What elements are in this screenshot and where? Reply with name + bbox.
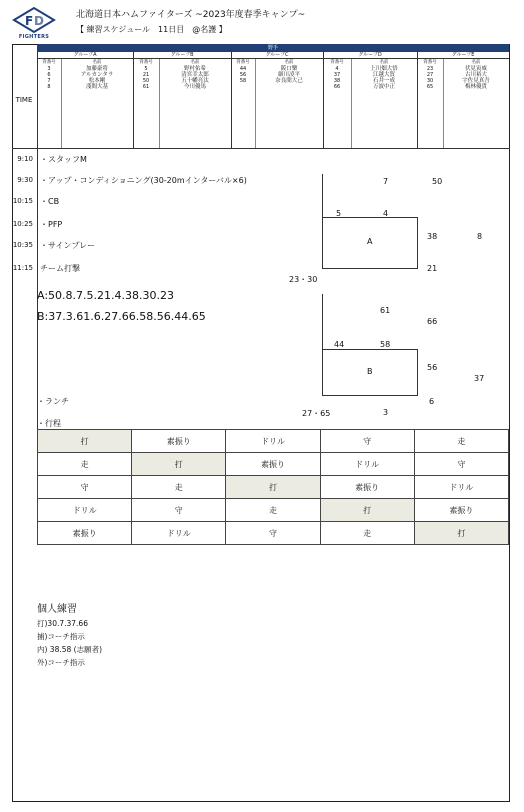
rotation-cell: 素振り — [132, 430, 226, 453]
rotation-cell: 守 — [38, 476, 132, 499]
member-name: アルカンタラ — [80, 72, 114, 78]
field-number: 4 — [383, 209, 389, 218]
col-header-name: 名前 — [471, 60, 481, 65]
member-name: 伏見寅威 — [464, 66, 487, 72]
rotation-cell: 打 — [226, 476, 320, 499]
rotation-table — [37, 429, 509, 545]
schedule-activity: チーム打撃 — [40, 264, 80, 273]
member-number: 5 — [144, 66, 148, 72]
group-title: グループA — [37, 52, 133, 59]
batting-order-b: B:37.3.61.6.27.66.58.56.44.65 — [37, 310, 206, 323]
member-number: 50 — [142, 78, 150, 84]
member-number: 23 — [426, 66, 434, 72]
group-title: グループB — [133, 52, 231, 59]
rotation-cell: ドリル — [320, 453, 414, 476]
schedule-activity: ・スタッフM — [40, 155, 87, 164]
member-number: 44 — [239, 66, 247, 72]
field-number: 38 — [427, 232, 438, 241]
field-line — [417, 217, 418, 269]
col-header-number: 背番号 — [236, 60, 250, 65]
batting-order-a: A:50.8.7.5.21.4.38.30.23 — [37, 289, 174, 302]
group-title: グループC — [231, 52, 323, 59]
rotation-cell: ドリル — [414, 476, 508, 499]
field-number: 21 — [427, 264, 438, 273]
member-name: 江越大賀 — [372, 72, 395, 78]
field-line — [417, 349, 418, 396]
gyotei-label: ・行程 — [37, 419, 61, 428]
member-number: 21 — [142, 72, 150, 78]
field-line — [322, 268, 418, 269]
col-header-number: 背番号 — [330, 60, 344, 65]
rotation-cell: 守 — [320, 430, 414, 453]
col-header-number: 背番号 — [139, 60, 153, 65]
rotation-cell: 打 — [414, 522, 508, 545]
field-number: 5 — [336, 209, 342, 218]
member-name: 松本剛 — [88, 78, 106, 84]
schedule-activity: ・サインプレー — [40, 241, 96, 250]
rotation-cell: 素振り — [226, 453, 320, 476]
rotation-cell: 走 — [38, 453, 132, 476]
rotation-cell: 守 — [226, 522, 320, 545]
member-number: 8 — [47, 84, 51, 90]
rotation-cell: ドリル — [38, 499, 132, 522]
member-name: 宇佐見真吾 — [462, 78, 490, 84]
individual-practice-line: 打)30.7.37.66 — [37, 619, 88, 628]
schedule-time: 10:15 — [12, 197, 33, 205]
individual-practice-line: 捕)コーチ指示 — [37, 632, 85, 641]
field-number: 44 — [334, 340, 345, 349]
table-row — [38, 476, 509, 499]
schedule-time: 9:30 — [17, 176, 33, 184]
rotation-cell: 走 — [320, 522, 414, 545]
field-number: 66 — [427, 317, 438, 326]
field-area-label: A — [367, 237, 373, 246]
member-name: 清宮幸太郎 — [181, 72, 209, 78]
member-name: 万波中正 — [372, 84, 395, 90]
member-number: 61 — [142, 84, 150, 90]
field-line — [322, 349, 323, 396]
lunch-label: ・ランチ — [37, 397, 69, 406]
table-row — [38, 453, 509, 476]
individual-practice-title: 個人練習 — [37, 604, 77, 615]
table-row — [38, 499, 509, 522]
fielder-section-header: 野手 — [37, 44, 509, 52]
table-row — [38, 430, 509, 453]
member-name: 淺間大基 — [85, 84, 108, 90]
rotation-cell: ドリル — [132, 522, 226, 545]
member-name: 五十幡亮汰 — [181, 78, 209, 84]
schedule-time: 10:35 — [12, 241, 33, 249]
schedule-time: 9:10 — [17, 155, 33, 163]
member-name: 野村佑希 — [183, 66, 206, 72]
member-name: 阪口樂 — [280, 66, 298, 72]
field-number: 6 — [429, 397, 435, 406]
member-number: 3 — [47, 66, 51, 72]
member-name: 上川畑大悟 — [370, 66, 398, 72]
col-header-number: 背番号 — [42, 60, 56, 65]
logo-wordmark: FIGHTERS — [18, 34, 50, 40]
schedule-activity: ・PFP — [40, 220, 63, 229]
field-line — [322, 349, 418, 350]
page-title: 北海道日本ハムファイターズ ~2023年度春季キャンプ~ — [76, 10, 306, 20]
rotation-cell: 素振り — [320, 476, 414, 499]
col-header-number: 背番号 — [423, 60, 437, 65]
col-header-name: 名前 — [379, 60, 389, 65]
field-line — [322, 217, 323, 269]
table-row — [38, 522, 509, 545]
group-title: グループE — [417, 52, 509, 59]
field-line — [322, 294, 323, 350]
field-number: 8 — [477, 232, 483, 241]
rotation-cell: ドリル — [226, 430, 320, 453]
rotation-cell: 走 — [132, 476, 226, 499]
member-number: 4 — [335, 66, 339, 72]
member-name: 奈良間大己 — [275, 78, 303, 84]
field-number: 7 — [383, 177, 389, 186]
svg-text:D: D — [34, 14, 44, 28]
member-number: 66 — [333, 84, 341, 90]
member-name: 石井一成 — [372, 78, 395, 84]
rotation-cell: 走 — [226, 499, 320, 522]
field-number: 58 — [380, 340, 391, 349]
schedule-activity: ・アップ・コンディショニング(30-20mインターバル×6) — [40, 176, 247, 185]
schedule-time: 11:15 — [12, 264, 33, 272]
field-line — [322, 174, 323, 218]
individual-practice-line: 外)コーチ指示 — [37, 658, 85, 667]
member-number: 6 — [47, 72, 51, 78]
member-number: 27 — [426, 72, 434, 78]
rotation-cell: 守 — [132, 499, 226, 522]
member-number: 37 — [333, 72, 341, 78]
field-number: 27・65 — [302, 409, 331, 418]
field-number: 61 — [380, 306, 391, 315]
member-name: 古川裕大 — [464, 72, 487, 78]
group-title: グループD — [323, 52, 417, 59]
member-name: 細川凌平 — [277, 72, 300, 78]
rotation-cell: 走 — [414, 430, 508, 453]
rotation-cell: 打 — [320, 499, 414, 522]
member-number: 56 — [239, 72, 247, 78]
schedule-activity: ・CB — [40, 197, 60, 206]
rotation-cell: 守 — [414, 453, 508, 476]
individual-practice-line: 内) 38.58 (志願者) — [37, 645, 103, 654]
time-column-label: TIME — [15, 96, 33, 104]
col-header-name: 名前 — [190, 60, 200, 65]
member-number: 58 — [239, 78, 247, 84]
member-name: 今川優馬 — [183, 84, 206, 90]
member-name: 加藤豪将 — [85, 66, 108, 72]
field-number: 50 — [432, 177, 443, 186]
field-area-label: B — [367, 367, 373, 376]
member-number: 38 — [333, 78, 341, 84]
member-name: 梅林優貴 — [464, 84, 487, 90]
field-number: 56 — [427, 363, 438, 372]
rotation-cell: 打 — [38, 430, 132, 453]
field-number: 23・30 — [289, 275, 318, 284]
svg-text:F: F — [25, 14, 34, 28]
field-number: 37 — [474, 374, 485, 383]
rotation-cell: 素振り — [38, 522, 132, 545]
member-number: 30 — [426, 78, 434, 84]
member-number: 7 — [47, 78, 51, 84]
member-number: 65 — [426, 84, 434, 90]
col-header-name: 名前 — [92, 60, 102, 65]
rotation-cell: 打 — [132, 453, 226, 476]
individual-practice — [37, 600, 237, 669]
field-number: 3 — [383, 408, 389, 417]
schedule-time: 10:25 — [12, 220, 33, 228]
col-header-name: 名前 — [284, 60, 294, 65]
field-line — [322, 395, 418, 396]
page-subtitle: 【 練習スケジュール 11日目 @名護 】 — [76, 25, 227, 34]
rotation-cell: 素振り — [414, 499, 508, 522]
